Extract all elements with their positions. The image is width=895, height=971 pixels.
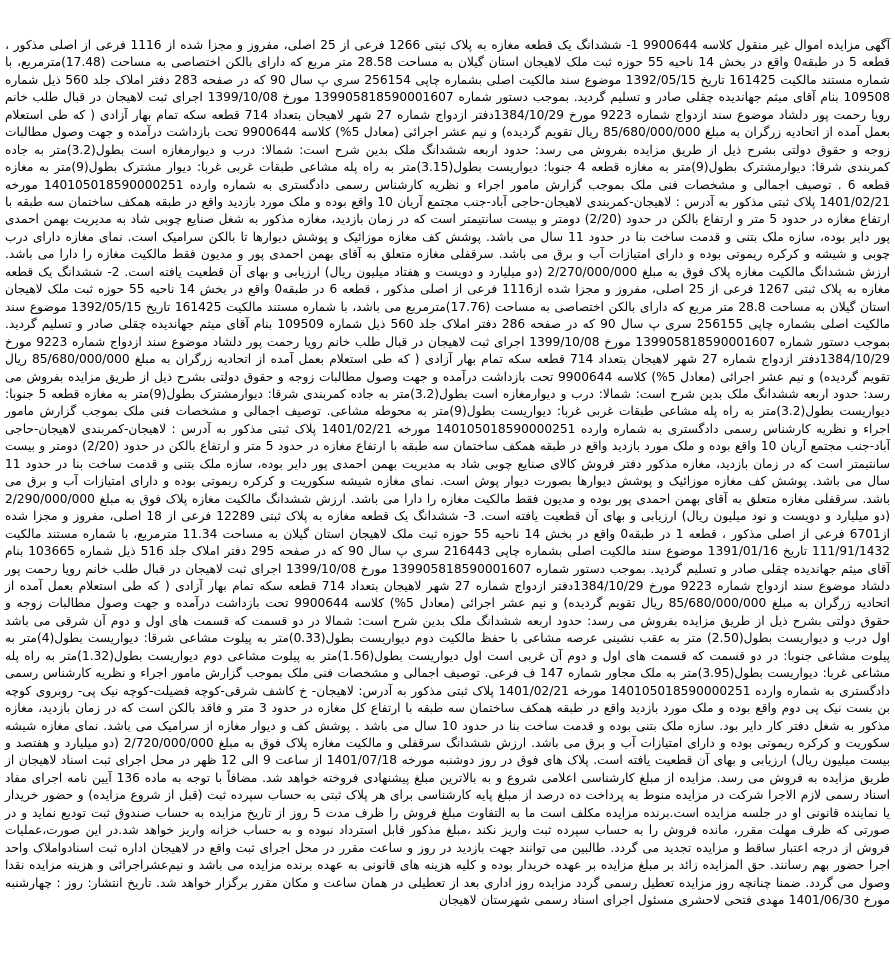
- auction-notice-page: [0, 2, 891, 969]
- auction-notice-text: آگهی مزایده اموال غیر منقول کلاسه 9900644 1- ششدانگ یک قطعه مغازه به پلاک ثبتی 1266 فرعی از 25 اصلی، مفروز و مجزا شده از 1116 فرعی از اصلی مذکور ، قطعه 5 در طبقه0 واقع در بخش 14 ناحیه 55 حوزه ثبت ملک لاهیجان استان گیلان به مساحت 28.58 متر مربع که دارای بالکن اختصاصی به مساحت (17.48)مترمربع، با شماره مستند مالکیت 161425 تاریخ 1392/05/15 موضوع سند مالکیت اصلی بشماره چاپی 256154 سری پ سال 90 که در صفحه 283 دفتر املاک جلد 560 ذیل شماره 109508 بنام آقای میثم جهاندیده چقلی صادر و تسلیم گردید. بموجب دستور شماره 139905818590001607 مورخ 1399/10/08 اجرای ثبت لاهیجان در قبال طلب خانم رویا رحمت پور دلشاد موضوع سند ازدواج شماره 9223 مورخ 1384/10/29دفتر ازدواج شماره 27 شهر لاهیجان بتعداد 714 قطعه سکه تمام بهار آزادی ( که طی استعلام بعمل آمده از اتحادیه زرگران به مبلغ 85/680/000/000 ریال تقویم گردیده) و نیم عشر اجرائی (معادل 5%) کلاسه 9900644 تحت بازداشت درآمده و جهت وصول مطالبات زوجه و حقوق دولتی بشرح ذیل از طریق مزایده بفروش می رسد: حدود اربعه ششدانگ ملک بدین شرح است: شمالا: درب و دیوارمغازه است بطول(3.2)متر به جاده کمربندی شرقا: دیوارمشترک بطول(9)متر به مغازه قطعه 4 جنوبا: دیواریست بطول(3.15)متر به راه پله مشاعی طبقات غربی غربا: دیوار مشترک بطول(9)متر به مغازه قطعه 6 . توصیف اجمالی و مشخصات فنی ملک بموجب گزارش مامور اجراء و نظریه کارشناس رسمی دادگستری به شماره وارده 140105018590000251 مورخه 1401/02/21 پلاک ثبتی مذکور به آدرس : لاهیجان-کمربندی لاهیجان-حاجی آباد-جنب مجتمع آریان 10 واقع بوده و ملک مورد بازدید واقع در طبقه همکف ساختمان سه طبقه با ارتفاع مغازه در حدود 5 متر و ارتفاع بالکن در حدود (2/20) دومتر و بیست سانتیمتر است که در زمان بازدید، مغازه مذکور به شغل صنایع چوبی شاد به مدیریت بهمن احمدی پور دایر بوده، سازه ملک بتنی و قدمت ساخت بنا در حدود 11 سال می باشد. پوشش کف مغازه موزائیک و پوشش دیوارها تا بالکن سرامیک است. نمای مغازه دارای درب چوبی و شیشه و کرکره ریموتی بوده و دارای امتیازات آب و برق می باشد. سرقفلی مغازه متعلق به آقای بهمن احمدی پور و مدیون فقط مالکیت مغازه را دارا می باشد. ارزش ششدانگ مالکیت مغازه پلاک فوق به مبلغ 2/270/000/000 (دو میلیارد و دویست و هفتاد میلیون ریال) ارزیابی و بهای آن قطعیت یافته است. 2- ششدانگ یک قطعه مغازه به پلاک ثبتی 1267 فرعی از 25 اصلی، مفروز و مجزا شده از1116 فرعی از اصلی مذکور ، قطعه 6 در طبقه0 واقع در بخش 14 ناحیه 55 حوزه ثبت ملک لاهیجان استان گیلان به مساحت 28.8 متر مربع که دارای بالکن اختصاصی به مساحت (17.76)مترمربع می باشد، با شماره مستند مالکیت 161425 تاریخ 1392/05/15 موضوع سند مالکیت اصلی بشماره چاپی 256155 سری پ سال 90 که در صفحه 286 دفتر املاک جلد 560 ذیل شماره 109509 بنام آقای میثم جهاندیده چقلی صادر و تسلیم گردید. بموجب دستور شماره 139905818590001607 مورخ 1399/10/08 اجرای ثبت لاهیجان در قبال طلب خانم رویا رحمت پور دلشاد موضوع سند ازدواج شماره 9223 مورخ 1384/10/29دفتر ازدواج شماره 27 شهر لاهیجان بتعداد 714 قطعه سکه تمام بهار آزادی ( که طی استعلام بعمل آمده از اتحادیه زرگران به مبلغ 85/680/000/000 ریال تقویم گردیده) و نیم عشر اجرائی (معادل 5%) کلاسه 9900644 تحت بازداشت درآمده و جهت وصول مطالبات زوجه و حقوق دولتی بشرح ذیل از طریق مزایده بفروش می رسد: حدود اربعه ششدانگ ملک بدین شرح است: شمالا: درب و دیوارمغازه است بطول(3.2)متر به جاده کمربندی شرقا: دیوارمشترک بطول(9)متر به مغازه قطعه 5 جنوبا: دیواریست بطول(3.2)متر به راه پله مشاعی طبقات غربی غربا: دیواریست بطول(9)متر به محوطه مشاعی. توصیف اجمالی و مشخصات فنی ملک بموجب گزارش مامور اجراء و نظریه کارشناس رسمی دادگستری به شماره وارده 140105018590000251 مورخه 1401/02/21 پلاک ثبتی مذکور به آدرس : لاهیجان-کمربندی لاهیجان-حاجی آباد-جنب مجتمع آریان 10 واقع بوده و ملک مورد بازدید واقع در طبقه همکف ساختمان سه طبقه با ارتفاع مغازه در حدود 5 متر و ارتفاع بالکن در حدود (2/20) دومتر و بیست سانتیمتر است که در زمان بازدید، مغازه مذکور دفتر فروش کالای صنایع چوبی شاد به مدیریت بهمن احمدی پور دایر بوده، سازه ملک بتنی و قدمت ساخت بنا در حدود 11 سال می باشد. پوشش کف مغازه موزائیک و پوشش دیوارها بصورت دیوار پوش است. نمای مغازه شیشه سکوریت و کرکره ریموتی بوده و دارای امتیازات آب و برق می باشد. سرقفلی مغازه متعلق به آقای بهمن احمدی پور بوده و مدیون فقط مالکیت مغازه را دارا می باشد. ارزش ششدانگ مالکیت مغازه پلاک فوق به مبلغ 2/290/000/000 (دو میلیارد و دویست و نود میلیون ریال) ارزیابی و بهای آن قطعیت یافته است. 3- ششدانگ یک قطعه مغازه به پلاک ثبتی 12289 فرعی از 18 اصلی، مفروز و مجزا شده از6701 فرعی از اصلی مذکور ، قطعه 1 در طبقه0 واقع در بخش 14 ناحیه 55 حوزه ثبت ملک لاهیجان استان گیلان به مساحت 11.34 مترمربع، با شماره مستند مالکیت 111/91/1432 تاریخ 1391/01/16 موضوع سند مالکیت اصلی بشماره چاپی 216443 سری پ سال 90 که در صفحه 295 دفتر املاک جلد 516 ذیل شماره 103665 بنام آقای میثم جهاندیده چقلی صادر و تسلیم گردید. بموجب دستور شماره 139905818590001607 مورخ 1399/10/08 اجرای ثبت لاهیجان در قبال طلب خانم رویا رحمت پور دلشاد موضوع سند ازدواج شماره 9223 مورخ 1384/10/29دفتر ازدواج شماره 27 شهر لاهیجان بتعداد 714 قطعه سکه تمام بهار آزادی ( که طی استعلام بعمل آمده از اتحادیه زرگران به مبلغ 85/680/000/000 ریال تقویم گردیده) و نیم عشر اجرائی (معادل 5%) کلاسه 9900644 تحت بازداشت درآمده و جهت وصول مطالبات زوجه و حقوق دولتی بشرح ذیل از طریق مزایده بفروش می رسد: حدود اربعه ششدانگ ملک بدین شرح است: شمالا در دو قسمت که قسمت های اول و دوم آن شرقی می باشد اول درب و دیواریست بطول(2.50) متر به عقب نشینی عرصه مشاعی با حفظ مالکیت دوم دیواریست بطول(0.33)متر به پیلوت مشاعی شرقا: دیواریست بطول(4)متر به پیلوت مشاعی جنوبا: در دو قسمت که قسمت های اول و دوم آن غربی است اول دیواریست بطول(1.56)متر به پیلوت مشاعی دوم دیواریست بطول(1.32)متر به راه پله مشاعی غربا: دیواریست بطول(3.95)متر به ملک مجاور شماره 147 ف فرعی. توصیف اجمالی و مشخصات فنی ملک بموجب گزارش مامور اجراء و نظریه کارشناس رسمی دادگستری به شماره وارده 140105018590000251 مورخه 1401/02/21 پلاک ثبتی مذکور به آدرس: لاهیجان- خ کاشف شرقی-کوچه فضیلت-کوچه نیک پی- روبروی کوچه بن بست نیک پی دوم واقع بوده و ملک مورد بازدید واقع در طبقه همکف ساختمان سه طبقه با ارتفاع کل مغازه در حدود 3 متر و فاقد بالکن است که در زمان بازدید، مغازه مذکور به شغل دفتر کار دایر بود. سازه ملک بتنی بوده و قدمت ساخت بنا در حدود 10 سال می باشد . پوشش کف و دیوار مغازه از سرامیک می باشد. نمای مغازه شیشه سکوریت و کرکره ریموتی بوده و دارای امتیازات آب و برق می باشد. ارزش ششدانگ سرقفلی و مالکیت مغازه پلاک فوق به مبلغ 2/720/000/000 (دو میلیارد و هفتصد و بیست میلیون ریال) ارزیابی و بهای آن قطعیت یافته است. پلاک های فوق در روز دوشنبه مورخه 1401/07/18 از ساعت 9 الی 12 ظهر در محل اجرای ثبت اسناد لاهیجان از طریق مزایده به فروش می رسد. مزایده از مبلغ کارشناسی اعلامی شروع و به بالاترین مبلغ پیشنهادی فروخته خواهد شد. مضافاً با توجه به ماده 136 آیین نامه اجرای مفاد اسناد رسمی لازم الاجرا شرکت در مزایده منوط به پرداخت ده درصد از مبلغ پایه کارشناسی برای هر پلاک ثبتی به حساب سپرده ثبت (قبل از شروع مزایده) و حضور خریدار یا نماینده قانونی او در جلسه مزایده است.برنده مزایده مکلف است ما به التفاوت مبلغ فروش را ظرف مدت 5 روز از تاریخ مزایده به حساب صندوق ثبت تودیع نماید و در صورتی که ظرف مهلت مقرر، مانده فروش را به حساب سپرده ثبت واریز نکند ،مبلغ مذکور قابل استرداد نبوده و به حساب خزانه واریز خواهد شد.در این صورت،عملیات فروش از درجه اعتبار ساقط و مزایده تجدید می گردد. طالبین می توانند جهت بازدید در روز و ساعت مقرر در محل اجرای ثبت واقع در لاهیجان اداره ثبت اسنادواملاک واحد اجرا حضور بهم رسانند. حق المزایده زائد بر مبلغ مزایده بر عهده خریدار بوده و کلیه هزینه های قانونی به عهده برنده مزایده می باشد و نیم‌عشر‌اجرائی و هزینه مزایده نقدا وصول می گردد. ضمنا چنانچه روز مزایده تعطیل رسمی گردد مزایده روز اداری بعد از تعطیلی در همان ساعت و مکان مقرر برگزار خواهد شد. تاریخ انتشار: روز : چهارشنبه مورخ 1401/06/30 مهدی فتحی لاحشری مسئول اجرای اسناد رسمی شهرستان لاهیجان: [0, 37, 891, 908]
